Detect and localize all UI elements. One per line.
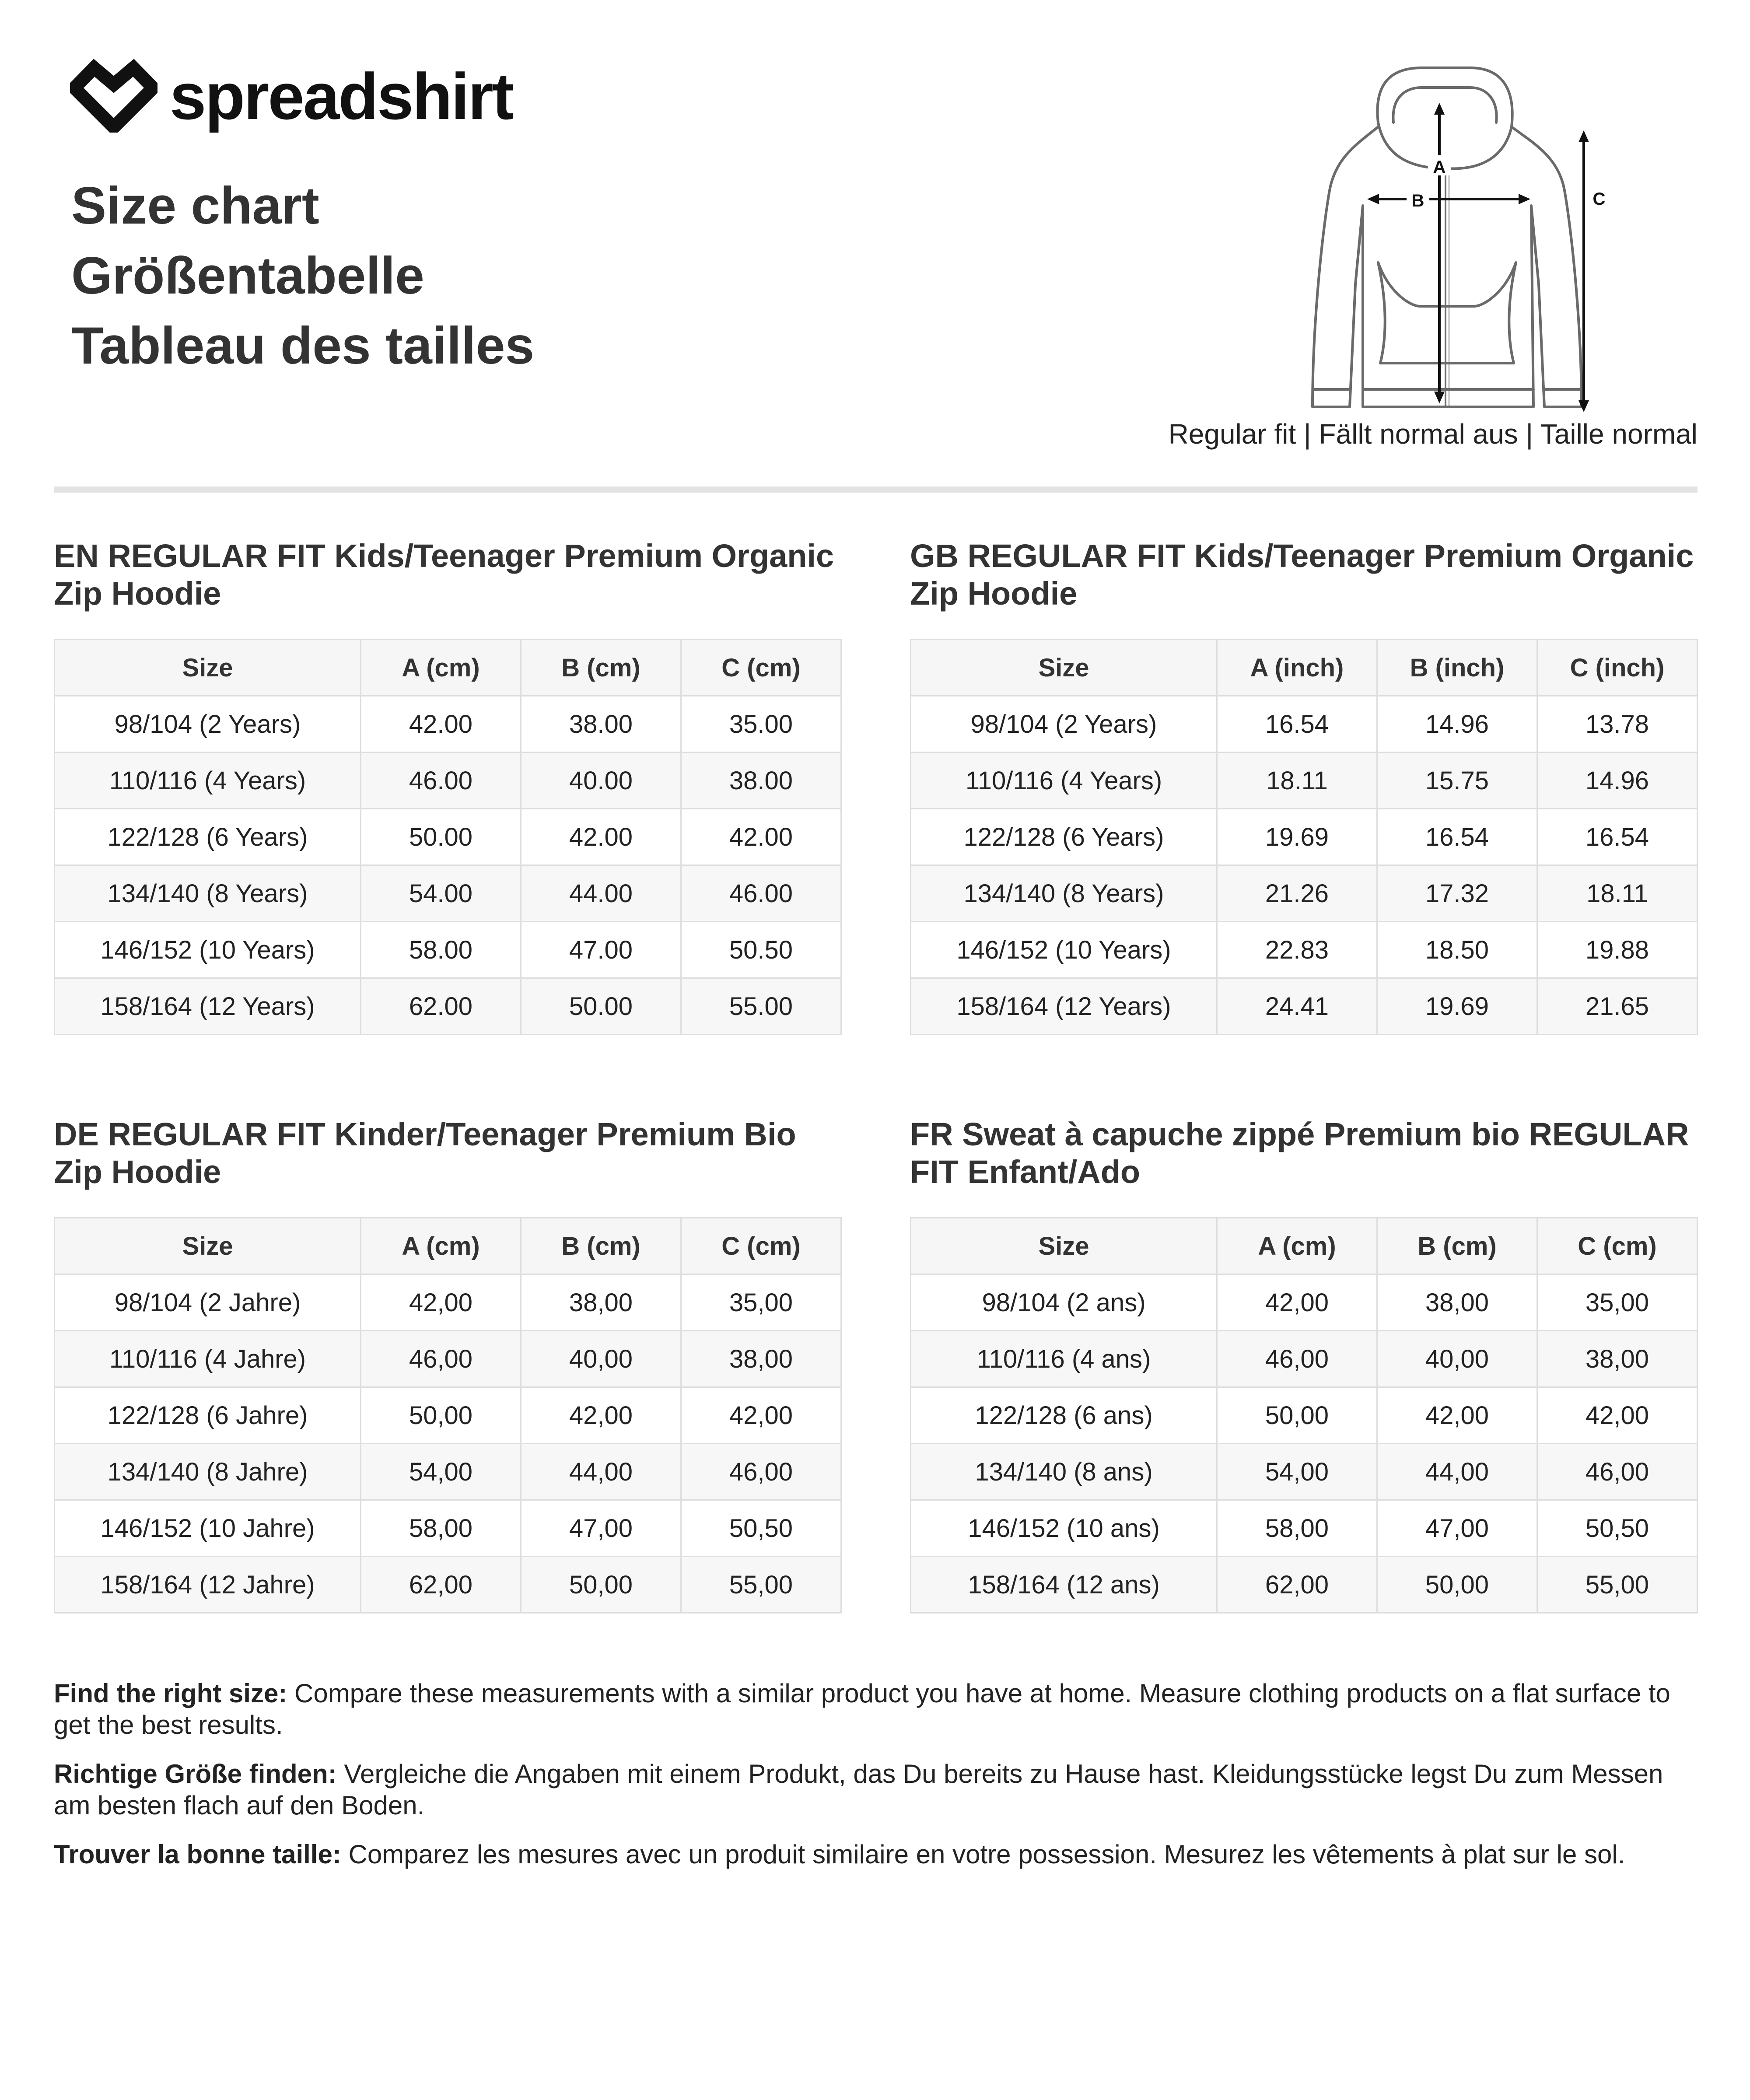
table-row [55, 1274, 841, 1331]
size-cell: 146/152 (10 Jahre) [55, 1500, 361, 1557]
size-cell: 134/140 (8 Years) [911, 865, 1217, 922]
size-cell: 122/128 (6 Years) [911, 809, 1217, 865]
size-cell: 134/140 (8 ans) [911, 1444, 1217, 1500]
value-cell: 38,00 [1377, 1274, 1537, 1331]
table-header-row [911, 640, 1698, 696]
size-section-gb [910, 537, 1698, 1035]
value-cell: 42.00 [521, 809, 681, 865]
size-cell: 134/140 (8 Years) [55, 865, 361, 922]
value-cell: 17.32 [1377, 865, 1537, 922]
value-cell: 40,00 [521, 1331, 681, 1387]
size-cell: 146/152 (10 Years) [911, 922, 1217, 978]
size-cell: 110/116 (4 Years) [911, 752, 1217, 809]
table-row [911, 1274, 1698, 1331]
size-cell: 158/164 (12 ans) [911, 1557, 1217, 1613]
table-row [911, 865, 1698, 922]
value-cell: 14.96 [1377, 696, 1537, 752]
column-header: B (cm) [1377, 1218, 1537, 1274]
value-cell: 22.83 [1217, 922, 1377, 978]
fit-caption: Regular fit | Fällt normal aus | Taille normal [1168, 418, 1698, 450]
column-header: Size [55, 1218, 361, 1274]
note-text: Compare these measurements with a similar product you have at home. Measure clothing products on a flat surface to get the best results. [54, 1679, 1670, 1740]
value-cell: 44.00 [521, 865, 681, 922]
size-notes [54, 1678, 1698, 1888]
value-cell: 14.96 [1537, 752, 1698, 809]
table-header-row [55, 640, 841, 696]
column-header: B (cm) [521, 640, 681, 696]
value-cell: 50,00 [361, 1387, 521, 1444]
column-header: A (inch) [1217, 640, 1377, 696]
value-cell: 21.65 [1537, 978, 1698, 1035]
column-header: A (cm) [1217, 1218, 1377, 1274]
column-header: B (inch) [1377, 640, 1537, 696]
column-header: A (cm) [361, 640, 521, 696]
column-header: Size [911, 640, 1217, 696]
value-cell: 35,00 [681, 1274, 841, 1331]
value-cell: 18.11 [1537, 865, 1698, 922]
table-row [55, 978, 841, 1035]
column-header: C (cm) [681, 640, 841, 696]
value-cell: 50.00 [361, 809, 521, 865]
column-header: C (cm) [1537, 1218, 1698, 1274]
value-cell: 62.00 [361, 978, 521, 1035]
column-header: A (cm) [361, 1218, 521, 1274]
value-cell: 42,00 [1537, 1387, 1698, 1444]
value-cell: 42,00 [1217, 1274, 1377, 1331]
page-title-de: Größentabelle [71, 246, 424, 305]
table-row [911, 1331, 1698, 1387]
size-cell: 122/128 (6 Years) [55, 809, 361, 865]
brand-name: spreadshirt [170, 60, 513, 133]
value-cell: 50.00 [521, 978, 681, 1035]
value-cell: 15.75 [1377, 752, 1537, 809]
size-cell: 98/104 (2 Years) [55, 696, 361, 752]
header-divider [54, 486, 1698, 493]
value-cell: 42,00 [681, 1387, 841, 1444]
value-cell: 62,00 [361, 1557, 521, 1613]
table-row [55, 865, 841, 922]
size-section-fr [910, 1116, 1698, 1614]
table-header-row [55, 1218, 841, 1274]
column-header: Size [911, 1218, 1217, 1274]
column-header: C (cm) [681, 1218, 841, 1274]
value-cell: 42,00 [521, 1387, 681, 1444]
column-header: Size [55, 640, 361, 696]
size-section-de [54, 1116, 841, 1614]
value-cell: 58.00 [361, 922, 521, 978]
size-cell: 110/116 (4 Years) [55, 752, 361, 809]
value-cell: 50,00 [1377, 1557, 1537, 1613]
note-label: Find the right size: [54, 1679, 287, 1708]
table-row [55, 1444, 841, 1500]
size-table-en [54, 639, 842, 1035]
measure-label-a: A [1433, 158, 1446, 177]
value-cell: 13.78 [1537, 696, 1698, 752]
value-cell: 38,00 [1537, 1331, 1698, 1387]
table-row [911, 1557, 1698, 1613]
value-cell: 16.54 [1537, 809, 1698, 865]
size-cell: 158/164 (12 Jahre) [55, 1557, 361, 1613]
size-cell: 134/140 (8 Jahre) [55, 1444, 361, 1500]
value-cell: 18.50 [1377, 922, 1537, 978]
value-cell: 38.00 [681, 752, 841, 809]
size-cell: 122/128 (6 Jahre) [55, 1387, 361, 1444]
value-cell: 40.00 [521, 752, 681, 809]
value-cell: 42.00 [361, 696, 521, 752]
value-cell: 54,00 [361, 1444, 521, 1500]
zip-hoodie-outline-icon [1278, 57, 1610, 416]
note-label: Trouver la bonne taille: [54, 1840, 341, 1869]
value-cell: 58,00 [1217, 1500, 1377, 1557]
value-cell: 46.00 [361, 752, 521, 809]
size-table-de [54, 1217, 842, 1614]
heart-diamond-logo-icon [70, 58, 158, 135]
size-cell: 158/164 (12 Years) [911, 978, 1217, 1035]
value-cell: 46,00 [1537, 1444, 1698, 1500]
value-cell: 58,00 [361, 1500, 521, 1557]
value-cell: 38.00 [521, 696, 681, 752]
table-row [911, 922, 1698, 978]
note-label: Richtige Größe finden: [54, 1759, 337, 1788]
value-cell: 24.41 [1217, 978, 1377, 1035]
section-title-gb: GB REGULAR FIT Kids/Teenager Premium Organic Zip Hoodie [910, 538, 1694, 612]
value-cell: 62,00 [1217, 1557, 1377, 1613]
value-cell: 54,00 [1217, 1444, 1377, 1500]
table-row [911, 696, 1698, 752]
value-cell: 47,00 [521, 1500, 681, 1557]
value-cell: 38,00 [521, 1274, 681, 1331]
value-cell: 55,00 [1537, 1557, 1698, 1613]
value-cell: 50,00 [521, 1557, 681, 1613]
table-row [55, 1557, 841, 1613]
measure-label-b: B [1411, 191, 1424, 210]
size-cell: 98/104 (2 Years) [911, 696, 1217, 752]
table-row [911, 978, 1698, 1035]
section-title-en: EN REGULAR FIT Kids/Teenager Premium Organic Zip Hoodie [54, 538, 834, 612]
section-title-fr: FR Sweat à capuche zippé Premium bio REGULAR FIT Enfant/Ado [910, 1116, 1689, 1190]
value-cell: 44,00 [521, 1444, 681, 1500]
size-table-gb [910, 639, 1698, 1035]
value-cell: 38,00 [681, 1331, 841, 1387]
size-table-fr [910, 1217, 1698, 1614]
table-row [55, 922, 841, 978]
table-row [55, 1500, 841, 1557]
value-cell: 47.00 [521, 922, 681, 978]
note-text: Vergleiche die Angaben mit einem Produkt, das Du bereits zu Hause hast. Kleidungsstücke legst Du zum Messen am besten flach auf den Boden. [54, 1759, 1663, 1820]
table-row [55, 696, 841, 752]
size-cell: 110/116 (4 Jahre) [55, 1331, 361, 1387]
page-titles [71, 171, 534, 381]
note-de [54, 1758, 1698, 1821]
page-title-en: Size chart [71, 176, 319, 235]
table-row [911, 809, 1698, 865]
table-row [911, 1500, 1698, 1557]
size-cell: 98/104 (2 ans) [911, 1274, 1217, 1331]
measure-label-c: C [1592, 189, 1606, 209]
value-cell: 46,00 [681, 1444, 841, 1500]
value-cell: 40,00 [1377, 1331, 1537, 1387]
size-cell: 122/128 (6 ans) [911, 1387, 1217, 1444]
size-cell: 158/164 (12 Years) [55, 978, 361, 1035]
value-cell: 46,00 [361, 1331, 521, 1387]
table-row [911, 1444, 1698, 1500]
value-cell: 19.69 [1217, 809, 1377, 865]
value-cell: 50,50 [1537, 1500, 1698, 1557]
table-row [55, 1331, 841, 1387]
value-cell: 19.69 [1377, 978, 1537, 1035]
value-cell: 50,50 [681, 1500, 841, 1557]
value-cell: 54.00 [361, 865, 521, 922]
value-cell: 18.11 [1217, 752, 1377, 809]
column-header: C (inch) [1537, 640, 1698, 696]
value-cell: 50.50 [681, 922, 841, 978]
size-cell: 146/152 (10 ans) [911, 1500, 1217, 1557]
value-cell: 42,00 [361, 1274, 521, 1331]
value-cell: 46.00 [681, 865, 841, 922]
note-fr [54, 1839, 1698, 1870]
note-en [54, 1678, 1698, 1741]
value-cell: 42.00 [681, 809, 841, 865]
size-cell: 98/104 (2 Jahre) [55, 1274, 361, 1331]
value-cell: 16.54 [1377, 809, 1537, 865]
size-cell: 110/116 (4 ans) [911, 1331, 1217, 1387]
value-cell: 46,00 [1217, 1331, 1377, 1387]
value-cell: 44,00 [1377, 1444, 1537, 1500]
table-row [55, 809, 841, 865]
table-row [911, 1387, 1698, 1444]
section-title-de: DE REGULAR FIT Kinder/Teenager Premium Bio Zip Hoodie [54, 1116, 796, 1190]
brand-logo [70, 59, 513, 133]
value-cell: 42,00 [1377, 1387, 1537, 1444]
value-cell: 50,00 [1217, 1387, 1377, 1444]
value-cell: 35.00 [681, 696, 841, 752]
table-row [55, 1387, 841, 1444]
table-row [911, 752, 1698, 809]
size-section-en [54, 537, 841, 1035]
value-cell: 16.54 [1217, 696, 1377, 752]
value-cell: 35,00 [1537, 1274, 1698, 1331]
page-title-fr: Tableau des tailles [71, 316, 535, 375]
value-cell: 47,00 [1377, 1500, 1537, 1557]
column-header: B (cm) [521, 1218, 681, 1274]
size-cell: 146/152 (10 Years) [55, 922, 361, 978]
table-row [55, 752, 841, 809]
value-cell: 55,00 [681, 1557, 841, 1613]
value-cell: 21.26 [1217, 865, 1377, 922]
value-cell: 55.00 [681, 978, 841, 1035]
value-cell: 19.88 [1537, 922, 1698, 978]
note-text: Comparez les mesures avec un produit similaire en votre possession. Mesurez les vêtements à plat sur le sol. [341, 1840, 1625, 1869]
table-header-row [911, 1218, 1698, 1274]
